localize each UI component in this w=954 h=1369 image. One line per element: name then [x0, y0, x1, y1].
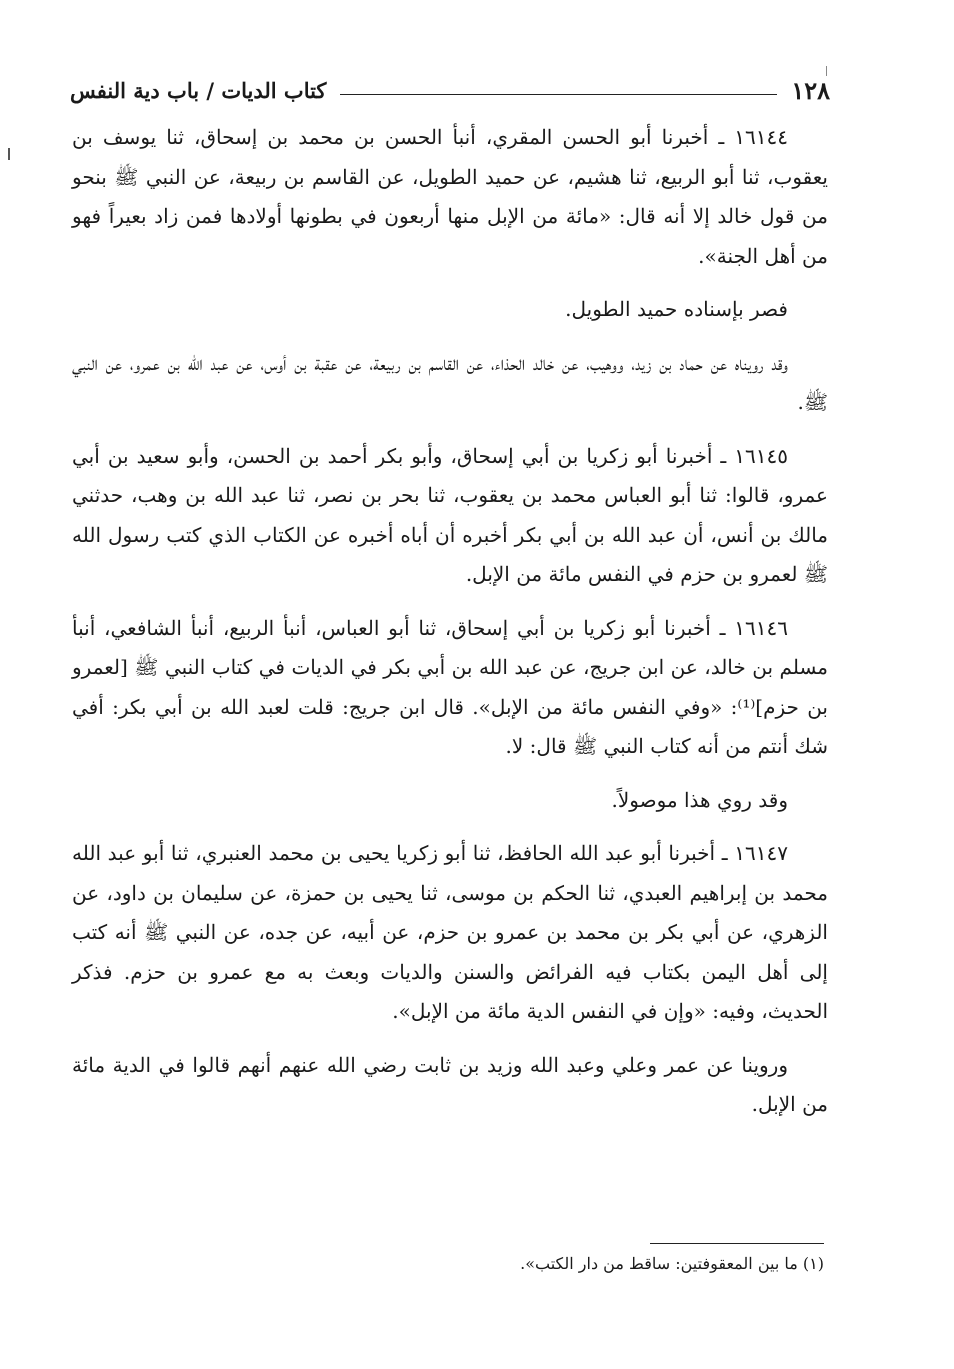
scan-mark [8, 148, 10, 160]
page-header [70, 70, 830, 110]
comment-paragraph: وقد روي هذا موصولاً. [611, 787, 788, 812]
comment-paragraph: فصر بإسناده حميد الطويل. [565, 297, 788, 321]
hadith-16145: ١٦١٤٥ ـ أخبرنا أبو زكريا بن أبي إسحاق، وأبو بكر أحمد بن الحسن، وأبو سعيد بن أبي عمرو، قالوا: ثنا أبو العباس محمد بن يعقوب، ثنا بحر بن نصر، ثنا عبد الله بن وهب، حدثني مالك بن أنس، أن عبد الله بن أبي بكر أخبره أن أباه أخبره عن الكتاب الذي كتب رسول الله ﷺ لعمرو بن حزم في النفس مائة من الإبل. [72, 443, 828, 586]
comment-paragraph: وقد رويناه عن حماد بن زيد، ووهيب، عن خالد الحذاء، عن القاسم بن ربيعة، عن عقبة بن أوس، عن عبد الله بن عمرو، عن النبي ﷺ. [72, 350, 828, 414]
page-number: ١٢٨ [791, 75, 830, 105]
hadith-16146: ١٦١٤٦ ـ أخبرنا أبو زكريا بن أبي إسحاق، ثنا أبو العباس، أنبأ الربيع، أنبأ الشافعي، أنبأ مسلم بن خالد، عن ابن جريج، عن عبد الله بن أبي بكر في الديات في كتاب النبي ﷺ [لعمرو بن حزم]⁽¹⁾: «وفي النفس مائة من الإبل». قال ابن جريج: قلت لعبد الله بن أبي بكر: أفي شك أنتم من أنه كتاب النبي ﷺ قال: لا. [72, 615, 829, 758]
hadith-16144: ١٦١٤٤ ـ أخبرنا أبو الحسن المقري، أنبأ الحسن بن محمد بن إسحاق، ثنا يوسف بن يعقوب، ثنا أبو الربيع، ثنا هشيم، عن حميد الطويل، عن القاسم بن ربيعة، عن النبي ﷺ بنحو من قول خالد إلا أنه قال: «مائة من الإبل منها أربعون في بطونها أولادها فمن زاد بعيراً فهو من أهل الجنة». [72, 125, 828, 268]
page-body [72, 118, 828, 1139]
comment-paragraph: وروينا عن عمر وعلي وعبد الله وزيد بن ثابت رضي الله عنهم أنهم قالوا في الدية مائة من الإبل. [72, 1052, 828, 1116]
running-title: كتاب الديات / باب دية النفس [70, 77, 327, 103]
footnote-rule [650, 1243, 824, 1244]
header-rule [340, 94, 777, 95]
hadith-16147: ١٦١٤٧ ـ أخبرنا أبو عبد الله الحافظ، ثنا أبو زكريا يحيى بن محمد العنبري، ثنا أبو عبد الله محمد بن إبراهيم العبدي، ثنا الحكم بن موسى، ثنا يحيى بن حمزة، عن سليمان بن داود، عن الزهري، عن أبي بكر بن محمد بن عمرو بن حزم، عن أبيه، عن جده، عن النبي ﷺ أنه كتب إلى أهل اليمن بكتاب فيه الفرائض والسنن والديات وبعث به مع عمرو بن حزم. فذكر الحديث، وفيه: «وإن في النفس الدية مائة من الإبل». [72, 841, 828, 1023]
footnote: (١) ما بين المعقوفتين: ساقط من دار الكتب». [520, 1254, 824, 1273]
